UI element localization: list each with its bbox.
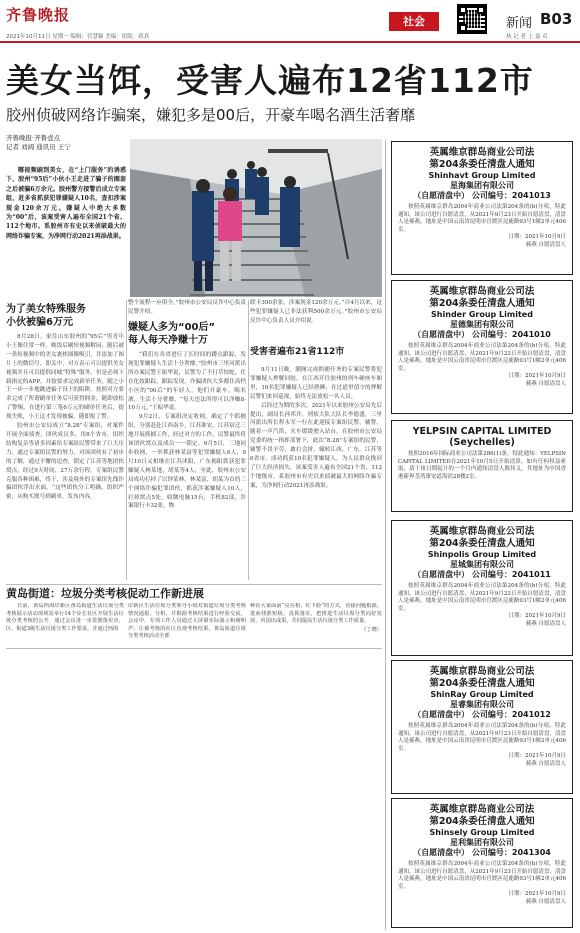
notice-date: 日期：2021年10月9日 (508, 613, 566, 620)
section2-title (128, 321, 246, 347)
lead-text: 哪视频刷到美女，在“上门服务”的诱惑下，胶州“95后”小伙小王走进了骗子的圈套之后被骗6万余元。胶州警方接警后成立专案组，赶多省抓获犯罪嫌疑人10名，查扣涉案现金120余万元。嫌疑人中绝大多数为“00”后，该案受害人遍布全国21个省、112个地市。系胶州市有史以来侦破最大的网络诈骗专案，为净网行动2021再添战果。 (6, 167, 126, 240)
section1-title-line2: 小伙被骗6万元 (6, 317, 73, 328)
notice-company-cn: 星海集团有限公司 (450, 181, 514, 190)
column-divider (126, 300, 127, 580)
notice-signer: 郝燕 自愿清盘人 (525, 242, 566, 249)
article-separator (6, 648, 382, 649)
article2-signoff: （丁晓） (361, 626, 382, 633)
dateline: 2021年10月11日 星期一 编辑：管慧颖 美编：组版：蒋真 (6, 34, 150, 40)
paragraph: 整个流程一应俱全。”胶州市公安局反诈中心负责民警介绍。 (128, 300, 246, 315)
notice-date: 日期：2021年10月9日 (508, 234, 566, 241)
notice-signer: 郝燕 自愿清盘人 (525, 381, 566, 388)
notice-title: 英属维京群岛商业公司法 (429, 666, 535, 677)
notice-body: 按照英属维京群岛2004年商业公司法第204条的(b)分项，特此通知，该公司进行自愿清盘，从2021年9月23日开始自愿清盘，清盘人是郝燕，地址是中国云南省昆明市官渡区昆鹿路93号1幢2单元406室。 (398, 343, 566, 372)
notice-title: 英属维京群岛商业公司法 (429, 526, 535, 537)
column-divider (248, 300, 249, 580)
notice-signer: 郝燕 自愿清盘人 (525, 621, 566, 628)
notice-signer: 郝燕 自愿清盘人 (525, 899, 566, 906)
page-number: B03 (540, 10, 573, 28)
column-divider (385, 140, 386, 930)
notice-title: YELPSIN CAPITAL LIMITED (412, 426, 552, 437)
notice-subtitle: 第204条委任清盘人通知 (429, 159, 535, 170)
paragraph: 胶州市公安局成立“8.28”专案组，对案件开展全面侦查，团伙成员多，用8个省市，组织结构复杂等诸多因素给专案组民警带来了巨大压力。通过专案组民警的努力，对该团伙有了初步的了解，通过不懈的追查，锁定了江苏等地团伙窝点，经过9天时间，27万余行程，专案组民警克服各种困难，终于，涉及境外的专案组先线诈骗团伙浮出水面。“这些团伙分工明确，组织严密，从购买账号到刷单，发布内容， (6, 423, 124, 501)
section2-title-line1: 嫌疑人多为“00后” (128, 322, 216, 333)
paragraph: 联卡300余张，涉案现金120余万元。”自4月以来，这些犯罪嫌疑人已非法获利500余万元。”胶州市公安局反诈中心负责人员介绍说。 (250, 300, 382, 324)
notice-body: 按照英属维京群岛2004年商业公司法第204条的(b)分项，特此通知，该公司进行自愿清盘，从2021年9月23日开始自愿清盘，清盘人是郝燕，地址是中国云南省昆明市官渡区昆鹿路93号1幢2单元406室。 (398, 583, 566, 612)
article2-column-1 (6, 603, 124, 645)
subhead: 胶州侦破网络诈骗案，嫌犯多是00后，开豪车喝名酒生活奢靡 (6, 106, 416, 124)
headline: 美女当饵，受害人遍布12省112市 (6, 61, 534, 100)
paragraph: 9月11日晚，潮阁完成抓捕任务的专案民警将犯罪嫌疑人押解回胶，在江西开往胶州的列车硬座车厢里，10名犯罪嫌疑人已经熟睡，在过道里值守的押解民警们来回巡视，始终无法放松一名人员。 (250, 367, 382, 400)
notice-subtitle: 第204条委任清盘人通知 (429, 816, 535, 827)
notice-title: 英属维京群岛商业公司法 (429, 147, 535, 158)
notice-company-en: Shinhavt Group Limited (428, 171, 536, 180)
notice-company-en: Shinder Group Limited (431, 310, 533, 319)
lead-paragraph (6, 166, 126, 294)
stairway-arrest-image (130, 139, 382, 297)
notice-company-cn: 星睿集团有限公司 (450, 700, 514, 709)
masthead-rule (0, 41, 580, 43)
legal-notice (391, 420, 573, 512)
notice-body: 按照2016年国际商业公司法第286(1)条，特此通知：YELPSIN CAPITAL LIMITED在2021年10月5日开始清算，如有任何权益索取，请于该日期起计的一个月内通知清盘人陈伟义，其地址为中国香港新界荃湾眾安道海滨28楼2室。 (398, 451, 566, 480)
article-separator (6, 584, 382, 585)
notice-date: 日期：2021年10月9日 (508, 373, 566, 380)
byline (6, 134, 71, 152)
paragraph: “我们在各省进行了长时间的蹲点跟踪，发现犯罪嫌疑人生活十分奢靡。”胶州市三里河派出所办案民警王振华说，民警为了不打草惊蛇，住在化妆跟踪，跟踪发现，诈骗团伙大多都住高档小区的“00后”的年轻人，他们开豪车，喝名酒，生活十分奢靡，“每天违法所得可以净赚8-10万元。”王振华说。 (128, 352, 246, 412)
notice-company-cn: 星德集团有限公司 (450, 320, 514, 329)
notice-registration: （自愿清盘中） 公司编号：2041010 (413, 330, 551, 339)
article2-title: 黄岛街道：垃圾分类考核促动工作新进展 (6, 587, 204, 600)
notice-company-en: ShinRay Group Limited (430, 690, 534, 699)
notice-company-en: Shinsely Group Limited (429, 828, 535, 837)
paragraph: 后经过为期的多次，2021年以来胶州公安局先后提出，副局长孙邦井，刑侦大队大队长李德盛，三里河派出所长程永军一行在此迎接专案组民警，辅警。随着一声汽笛，火车缓缓驶入站台，在胶州市公安局党委的统一指挥部署下，此次“8.28”专案组的民警，辅警不畏辛劳，敢打会拼，辗转江西，广东，江苏等6省市，成功抓获10名犯罪嫌疑人，为人民群众挽回了巨大经济损失，该案受害人遍布全国21个省，112个地级市，系胶州市有史以来侦破最大的网络诈骗专案，为净网行动2021再添战果。 (250, 402, 382, 489)
legal-notice (391, 660, 573, 794)
article-column-2-top (128, 299, 246, 319)
paragraph: 岸新区生活垃圾分类领导小组对街道垃圾分类考核情况通报，分析，并根据考核结果进行经验交流，会议中，专项工作人员通过大屏幕实际演示和阐明声，让被考核的社区直观考核结果，黄岛街道垃圾分类考核活动全部 (128, 603, 246, 640)
notice-body: 按照英属维京群岛2004年商业公司法第204条的(b)分项，特此通知，该公司进行自愿清盘，从2021年9月23日开始自愿清盘，清盘人是郝燕，地址是中国云南省昆明市官渡区昆鹿路93号1幢2单元406室。 (398, 723, 566, 752)
notice-registration: （自愿清盘中） 公司编号：2041012 (413, 710, 551, 719)
byline-outlet: 齐鲁晚报·齐鲁壹点 (6, 134, 61, 142)
section2-title-line2: 每人每天净赚十万 (128, 335, 208, 346)
news-photo (130, 139, 382, 297)
section1-title (6, 303, 124, 329)
article-column-3-top (250, 299, 382, 335)
section-tab: 社会 (389, 12, 439, 31)
notice-registration: （自愿清盘中） 公司编号：2041011 (413, 570, 551, 579)
legal-notice (391, 141, 573, 275)
notice-body: 按照英属维京群岛2004年商业公司法第204条的(b)分项，特此通知，该公司进行自愿清盘，从2021年9月23日开始自愿清盘，清盘人是郝燕，地址是中国云南省昆明市官渡区昆鹿路93号1幢2单元406室。 (398, 204, 566, 233)
masthead (0, 0, 580, 40)
editors-right: 执 记 者 上 嘉 贞 (506, 34, 548, 40)
byline-reporters: 记者 刘阔 通讯员 王宁 (6, 143, 71, 151)
notice-title: 英属维京群岛商业公司法 (429, 286, 535, 297)
notice-company-cn: 星利集团有限公司 (450, 838, 514, 847)
section1-title-line1: 为了美女特殊服务 (6, 304, 86, 315)
notice-subtitle: (Seychelles) (449, 437, 515, 448)
paragraph: 种在大家面前“亮亮相，红下脸”的方式，直接问题根源，进而找准短板，真抓落实，把推进生活垃圾分类向好发展，巩固出成果，共同提高生活垃圾分类工作质量。 (250, 603, 382, 625)
article-column-3 (250, 366, 382, 580)
article2-column-2 (128, 603, 246, 645)
qr-code-icon (457, 4, 487, 34)
notice-registration: （自愿清盘中） 公司编号：2041304 (413, 848, 551, 857)
notice-signer: 郝燕 自愿清盘人 (525, 761, 566, 768)
paragraph: 日前，黄岛西海岸新区黄岛街道生活垃圾分类考核展示活动现场其举行14个步长社区开展生活垃圾分类考核的公开，通过会议进一步贯彻落实市，区，街道3级生活垃圾分类工作要求，并通过西海 (6, 603, 124, 632)
section-name: 新闻 (506, 16, 533, 31)
article-column-1 (6, 333, 124, 581)
legal-notice (391, 280, 573, 414)
notice-date: 日期：2021年10月9日 (508, 891, 566, 898)
legal-notice (391, 798, 573, 928)
article-column-2 (128, 351, 246, 581)
notice-date: 日期：2021年10月9日 (508, 753, 566, 760)
section3-title: 受害者遍布21省112市 (250, 347, 345, 357)
notice-registration: （自愿清盘中） 公司编号：2041013 (413, 191, 551, 200)
paragraph: 8月28日，家住山东胶州的“95后”男青年小王像往常一样，晚饭后刷短视频解闷，随后被一条短视频中的美女裹挟图像吸引，并添加了图片上的微信号，即关中，对方表示可以提供美女视频并且可以提供同城“特殊”服务，但是必须下载指定的APP，并按要求完成新单任务，随之小王一步一步地跳进骗子设下的陷阱，按照对方要求完成了所谓刷单任务后可获得佣金，随即放松了警惕，在进行第三笔6万元的刷单任务后，提现失败，小王这才发现被骗，随即报了警。 (6, 334, 124, 421)
notice-company-cn: 星城集团有限公司 (450, 560, 514, 569)
notice-title: 英属维京群岛商业公司法 (429, 804, 535, 815)
paragraph: 9月2日，专案组决定收网，确定了个抓捕组，分别赶赴江西南乡，江苏淮安，江苏宿迁三地开展抓捕工作，经过对方的工作，民警最终将该团伙窝点及成员一一锁定。9月5日，三地同步收网，一举抓获林某富等犯罪嫌疑人6人，9月10日又相继在江苏沭阳，广东揭阳抓获犯罪嫌疑人林某地，胡某等4人，至此，胶州市公安局成功打掉了以钟某林，林某富，胡某为首的三个网络诈骗犯罪团伙，抓获涉案嫌疑人10人，打掉窝点5处，收缴电脑15台，手机82部，涉案银行卡32张，物 (128, 414, 246, 510)
notice-subtitle: 第204条委任清盘人通知 (429, 298, 535, 309)
notice-body: 按照英属维京群岛2004年商业公司法第204条的(b)分项，特此通知，该公司进行自愿清盘，从2021年9月23日开始自愿清盘，清盘人是郝燕，地址是中国云南省昆明市官渡区昆鹿路93号1幢2单元406室。 (398, 861, 566, 890)
newspaper-logo: 齐鲁晚报 (6, 6, 71, 24)
article2-column-3 (250, 603, 382, 645)
legal-notice (391, 520, 573, 656)
notice-company-en: Shinpolis Group Limited (427, 550, 537, 559)
notice-subtitle: 第204条委任清盘人通知 (429, 538, 535, 549)
notice-subtitle: 第204条委任清盘人通知 (429, 678, 535, 689)
